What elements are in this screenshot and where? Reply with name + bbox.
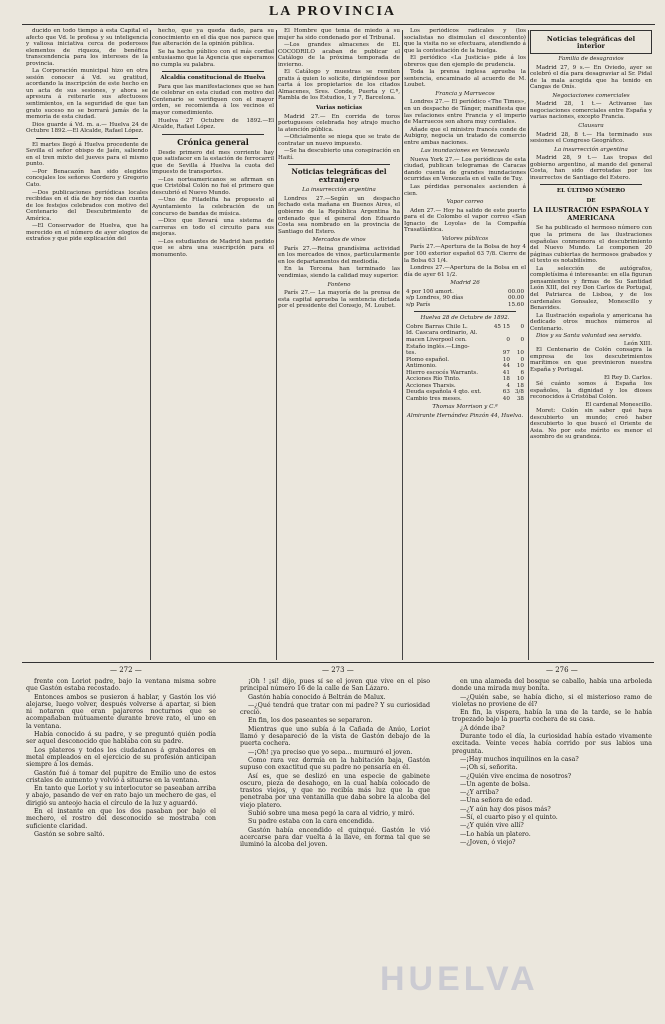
subheading: Madrid 26 bbox=[450, 280, 480, 287]
paragraph: Añade que el ministro francés conde de Aubigny, negocia un tratado de comercio entre ambas naciones. bbox=[404, 126, 526, 146]
paragraph: El Centenario de Colón consagra la empresa de los descubrimientos marítimos en que previnieron nuestra España y Portugal. bbox=[530, 347, 652, 373]
table-cell: s/p París bbox=[406, 301, 431, 308]
dialogue-line: —Sí, el cuarto piso y el quinto. bbox=[460, 814, 558, 822]
paragraph: Los plateros y todos los ciudadanos á grabadores en metal empleados en el ejercicio de su profesión anticipan siempre á los demás. bbox=[26, 746, 216, 769]
paragraph: En fin, los dos paseantes se separaron. bbox=[248, 717, 373, 725]
paragraph: —¡Oh! ¡ya preciso que yo sepa... murmuró el joven. bbox=[248, 748, 413, 756]
library-watermark: HUELVA bbox=[380, 960, 539, 998]
table-cell: 10 bbox=[516, 363, 524, 370]
section-heading: Noticias telegráficas del extranjero bbox=[291, 167, 387, 185]
table-cell: 4 bbox=[506, 382, 510, 389]
table-cell: Plomo español. bbox=[406, 356, 450, 363]
signature: León XIII. bbox=[623, 340, 652, 347]
paragraph: Su padre estaba con la cara encendida. bbox=[248, 818, 375, 826]
table-cell: 0 bbox=[520, 356, 524, 363]
paragraph: Se ha publicado el hermoso número con que la primera de las ilustraciones españolas conmemora el descubrimiento del Nuevo Mundo. Le componen 20 páginas cubiertas de hermosos grabados y el texto es notabilísimo. bbox=[530, 225, 652, 265]
table-cell: Hierro escocés Warrants. bbox=[406, 369, 479, 376]
dialogue-line: —Lo había un platero. bbox=[460, 830, 531, 838]
page-number: — 272 — bbox=[110, 666, 142, 674]
table-cell: Id. Cascara ordinario, Al. bbox=[406, 330, 478, 337]
section-heading: Varias noticias bbox=[315, 105, 363, 112]
signature: El Rey D. Carlos. bbox=[603, 374, 652, 381]
signature: El cardenal Monescillo. bbox=[585, 401, 652, 408]
subheading: La insurrección argentina bbox=[302, 187, 376, 194]
table-row bbox=[404, 389, 526, 396]
dialogue-line: —Una señora de edad. bbox=[460, 797, 533, 805]
paragraph: En el instante en que los dos pasaban por bajo el mechero, el rostro del desconocido se mostraba con suficiente claridad. bbox=[26, 808, 216, 830]
table-cell: 10 bbox=[516, 376, 524, 383]
paragraph: Londres 27.—Según un despacho fechado esta mañana en Buenos Aires, el gobierno de la República Argentina ha ordenado que el general don Eduardo Costa sea nombrado en la provincia de Santiago del Estero. bbox=[278, 195, 400, 235]
table-cell: s/p Londres, 90 días bbox=[406, 295, 464, 302]
paragraph: Dios guarde á Vd. m. a.— Huelva 24 de Octubre 1892.—El Alcalde, Rafael López. bbox=[26, 121, 148, 135]
boxed-section bbox=[530, 30, 652, 54]
table-cell: 45 15 bbox=[493, 323, 510, 330]
dialogue-line: —¿Y aún hay dos pisos más? bbox=[460, 805, 551, 813]
subheading: La insurrección argentina bbox=[554, 146, 628, 153]
table-cell: 97 bbox=[502, 350, 510, 357]
table-cell: 40 bbox=[502, 395, 510, 402]
paragraph: París 27.— La mayoría de la prensa de esta capital aprueba la sentencia dictada por el presidente del Consejo, M. Loubet. bbox=[278, 290, 400, 310]
paragraph: Toda la prensa inglesa aprueba la sentencia, encaminado al acuerdo de M. Loubet. bbox=[404, 69, 526, 89]
newspaper-title: LA PROVINCIA bbox=[268, 4, 397, 19]
table-cell: 6 bbox=[520, 369, 524, 376]
paragraph: Gastón había encendido el quinqué. Gastón le vió acercarse para dar vuelta á la llave, en forma tal que se iluminó la alcoba del joven. bbox=[240, 826, 430, 849]
dialogue-line: —¿Quién vive encima de nosotros? bbox=[460, 772, 572, 780]
table-cell: Antimonio. bbox=[406, 363, 437, 370]
paragraph: Madrid 28, 1 t.— Activanse las negociaciones comerciales entre España y varias naciones, excepto Francia. bbox=[530, 101, 652, 121]
paragraph: —Se ha descubierto una conspiración en Haití. bbox=[278, 148, 400, 161]
table-cell: tes. bbox=[406, 350, 417, 357]
subheading: Las inundaciones en Venezuela bbox=[420, 148, 510, 155]
paragraph: Madrid 27.— En corrida de toros portugueses celebrada hoy atrajo mucho la atención pública. bbox=[278, 113, 400, 133]
table-cell: Estaño inglés.—Lingo- bbox=[406, 343, 470, 350]
paragraph: Como rara vez dormía en la habitación baja, Gastón supuso con exactitud que su padre no pensaría en él. bbox=[240, 756, 430, 772]
table-cell: Cambio tres meses. bbox=[406, 395, 462, 402]
table-row bbox=[404, 302, 526, 309]
paragraph: ¡Oh ! ¡sí! dijo, pues sí se el joven que vive en el piso principal número 16 de la calle de San Lázaro. bbox=[240, 678, 430, 693]
paragraph: En la Tercena han terminado las vendimias, siendo la calidad muy superior. bbox=[278, 266, 400, 279]
table-cell: macen Liverpool cen. bbox=[406, 336, 467, 343]
paragraph: El Catálogo y muestras se remiten gratis á quien lo solicite, dirigiéndose por carta á los propietarios de los citados Almacenes, Sres. Conde, Puerta y C.ª, Rambla de los Estudios, 1 y 7, Barcelona. bbox=[278, 69, 400, 102]
ad-title: EL ÚLTIMO NÚMERO bbox=[556, 188, 626, 195]
paragraph: La selección de autógrafos, completísima é interesante: en ella figuran pensamientos y firmas de Su Santidad León XIII, del rey Don Carlos de Portugal, del Patriarca de Lisboa, y de los cardenales Gonsalez, Monescillo y Benavides. bbox=[530, 265, 652, 312]
masthead-rule bbox=[22, 24, 655, 25]
paragraph: Durante todo el día, la curiosidad había estado vivamente excitada. Veinte veces había corrido por sus labios una pregunta. bbox=[452, 733, 652, 755]
subheading: Mercados de vinos bbox=[312, 237, 366, 244]
dialogue-line: —¿Y quién vive allí? bbox=[460, 822, 524, 830]
paragraph: París 27.—Apertura de la Bolsa de hoy 4 por 100 exterior español 63 7/8. Cierre de la Bolsa 63 1/4. bbox=[404, 244, 526, 264]
ad-big-title: LA ILUSTRACIÓN ESPAÑOLA Y AMERICANA bbox=[533, 206, 649, 222]
separator bbox=[36, 138, 138, 139]
separator bbox=[162, 71, 264, 72]
paragraph: Nueva York 27.— Los periódicos de esta ciudad, publican telegramas de Caracas dando cuenta de grandes inundaciones ocurridas en Venezuela en el valle de Tuy. bbox=[404, 156, 526, 183]
column-5 bbox=[530, 28, 652, 660]
paragraph: Huelva 27 Octubre de 1892.—El Alcalde, Rafael López. bbox=[152, 117, 274, 131]
quote: Dios y su Santa voluntad sea servido. bbox=[536, 333, 642, 340]
subheading: Valores públicos bbox=[441, 235, 489, 242]
paragraph: Madrid 27, 9 s.— En Oviedo, ayer se celebró el día para desagraviar al Sr. Pidal de la mala acogida que ha tenido en Cangas de Onís. bbox=[530, 64, 652, 91]
paragraph: —Los norteamericanos se afirman en que Cristóbal Colón no fué el primero que descubrió el Nuevo Mundo. bbox=[152, 176, 274, 196]
prices-table bbox=[404, 324, 526, 403]
paragraph: El martes llegó á Huelva procedente de Sevilla el señor obispo de Jaén, saliendo en el tren mixto del jueves para el mismo punto. bbox=[26, 141, 148, 168]
paragraph: Subió sobre una mesa pegó la cara al vidrio, y miró. bbox=[248, 810, 415, 818]
paragraph: Londres 27.— El periódico «The Times», en un despacho de Tánger, manifiesta que las relaciones entre Francia y el imperio de Marruecos son ahora muy cordiales. bbox=[404, 99, 526, 126]
section-heading: Noticias telegráficas del interior bbox=[546, 35, 636, 50]
paragraph: —Oficialmente se niega que se trate de contratar un nuevo impuesto. bbox=[278, 134, 400, 147]
subheading: Clausura bbox=[578, 123, 604, 130]
separator bbox=[414, 311, 516, 312]
dialogue-line: —Un agente de bolsa. bbox=[460, 780, 531, 788]
table-cell: 18 bbox=[516, 382, 524, 389]
column-1 bbox=[26, 28, 148, 660]
table-cell: 00.00 bbox=[507, 288, 524, 295]
table-cell: Deuda española 4 qto. ext. bbox=[406, 389, 482, 396]
paragraph: Entonces ambos se pusieron á hablar, y Gastón los vió alejarse, luego volver, después volverse á apartar, si bien ni notaron que eran pajareros nocturnos que se acompañaban mútuamente durante breve rato, el uno en la ventana. bbox=[26, 693, 216, 730]
table-cell: 18 bbox=[502, 376, 510, 383]
paragraph: —¿Quién sabe, se había dicho, si el misterioso ramo de violetas no proviene de él? bbox=[452, 693, 652, 708]
column-2 bbox=[152, 28, 274, 660]
table-cell: 15.60 bbox=[507, 301, 524, 308]
table-cell: Acciones Río Tinto. bbox=[406, 376, 461, 383]
paragraph: —Los grandes almacenes de EL COCODRILO acaban de publicar el Catálogo de la próxima temporada de invierno. bbox=[278, 42, 400, 68]
dialogue-line: —¿Joven, ó viejo? bbox=[460, 838, 516, 846]
paragraph: Aden 27.— Hoy ha salido de este puerto para el de Colombo el vapor correo «San Ignacio de Loyola» de la Compañía Trasatlántica. bbox=[404, 207, 526, 234]
table-cell: 00.00 bbox=[507, 295, 524, 302]
ad-title-de: DE bbox=[586, 197, 596, 204]
paragraph: —El Conservador de Huelva, que ha merecido en el número de ayer elogios de extraños y que pide explicación del bbox=[26, 223, 148, 243]
paragraph: en una alameda del bosque se caballo, había una arboleda donde una mirada muy bonita. bbox=[452, 678, 652, 693]
signature: Thomas Morrison y C.ª bbox=[432, 404, 498, 411]
table-cell: 10 bbox=[516, 350, 524, 357]
exchange-table bbox=[404, 289, 526, 309]
paragraph: París 27.—Reina grandísima actividad en los mercados de vinos, particularmente en los departamentos del mediodía. bbox=[278, 245, 400, 265]
dialogue-line: —¿Y arriba? bbox=[460, 789, 499, 797]
section-heading: Alcaldía constitucional de Huelva bbox=[160, 75, 266, 82]
subheading: Fonteno bbox=[327, 281, 351, 288]
subheading: Negociaciones comerciales bbox=[552, 92, 630, 99]
paragraph: Moret: Colón sin saber qué haya descubierto un mundo; creó haber descubierto lo que buscó el Oriente de Asia. No por este mérito es menor el asombro de su grandeza. bbox=[530, 408, 652, 441]
paragraph: Los periódicos radicales y (los socialistas no disimulan el descontento) que la visita no se efectuara, atendiendo á que la contestación de la huelga. bbox=[404, 28, 526, 54]
paragraph: Gastón se sobre saltó. bbox=[34, 830, 105, 838]
signature-address: Almirante Hernández Pinzón 44, Huelva. bbox=[406, 412, 524, 419]
paragraph: —Por Benacazón han sido elegidos concejales los señores Cordero y Gregorio Cato. bbox=[26, 168, 148, 189]
paragraph: Desde primero del mes corriente hay que satisfacer en la estación de ferrocarril que de Sevilla á Huelva la cuota del impuesto de transportes. bbox=[152, 149, 274, 176]
table-cell: 0 bbox=[520, 336, 524, 343]
table-cell: 3/8 bbox=[514, 389, 524, 396]
paragraph: Había conocido á su padre, y se preguntó quién podía ser aquel desconocido que hablaba con su padre. bbox=[26, 731, 216, 746]
paragraph: Así es, que se deslizó en una especie de gabinete oscuro, pieza de desahogo, en la cual había colocado de trastos viejos, y que no recibía más luz que la que penetraba por una ventanilla que daba sobre la alcoba del viejo platero. bbox=[240, 772, 430, 809]
table-cell: 41 bbox=[502, 369, 510, 376]
paragraph: hecho, que ya queda dado, para su conocimiento en el día que nos parece que fue alteración de la opinión pública. bbox=[152, 28, 274, 48]
paragraph: Madrid 28, 8 t.— Ha terminado sus sesiones el Congreso Geográfico. bbox=[530, 131, 652, 145]
paragraph: La Ilustración española y americana ha dedicado otros muchos números al Centenario. bbox=[530, 312, 652, 332]
paragraph: —¿Qué tendrá que tratar con mi padre? Y su curiosidad creció. bbox=[240, 701, 430, 717]
table-cell: Acciones Tharsis. bbox=[406, 382, 456, 389]
paragraph: En fin, la víspera, había la una de la tarde, se le había tropezado bajo la puerta cochera de su casa. bbox=[452, 709, 652, 724]
paragraph: Las pérdidas personales ascienden á cien. bbox=[404, 184, 526, 197]
paragraph: Para que las manifestaciones que se han de celebrar en esta ciudad con motivo del Centenario se verifiquen con el mayor orden, se recomienda á los vecinos el mayor comedimiento. bbox=[152, 83, 274, 117]
subheading: Familia de desagravios bbox=[558, 56, 624, 63]
column-4 bbox=[404, 28, 526, 660]
table-cell: 10 bbox=[502, 356, 510, 363]
subheading: Huelva 28 de Octubre de 1892. bbox=[420, 315, 510, 322]
paragraph: Gastón había conocido á Beltrán de Malux. bbox=[248, 693, 386, 701]
page-number: — 273 — bbox=[322, 666, 354, 674]
paragraph: —Los estudiantes de Madrid han pedido que se abra una suscripción para el monumento. bbox=[152, 238, 274, 258]
separator bbox=[540, 184, 642, 185]
paragraph: Se ha hecho público con el más cordial entusiasmo que la Agencia que esperamos no cumpla su palabra. bbox=[152, 48, 274, 68]
table-cell: Cobre Barras Chile L. bbox=[406, 323, 468, 330]
paragraph: La Corporación municipal hizo en otra sesión conocer á Vd. su gratitud, acordando la inscripción de este hecho en un acta de sus sesiones, y ahora se apresura á reiterarle sus afectuosos sentimientos, en la seguridad de que tan grato suceso no se borrará jamás de la memoria de esta ciudad. bbox=[26, 68, 148, 121]
paragraph: Gastón fué á tomar del pupitre de Emilio uno de estos cristales de aumento y volvió á situarse en la ventana. bbox=[26, 769, 216, 784]
subheading: Vapor correo bbox=[446, 199, 484, 206]
paragraph: frente con Loriot padre, bajo la ventana misma sobre que Gastón estaba recostado. bbox=[26, 678, 216, 693]
table-row bbox=[404, 396, 526, 403]
paragraph: —Uno de Filadelfia ha propuesto al Ayuntamiento la celebración de un concurso de bandas de música. bbox=[152, 197, 274, 217]
table-cell: 0 bbox=[506, 336, 510, 343]
page-number: — 276 — bbox=[546, 666, 578, 674]
table-cell: 38 bbox=[516, 395, 524, 402]
news-columns bbox=[26, 28, 654, 660]
dialogue-line: —¡Oh sí, señorita. bbox=[460, 764, 518, 772]
paragraph: —Dos publicaciones periódicas locales recibidas en el día de hoy nos dan cuenta de los festejos celebrados con motivo del Centenario del Descubrimiento de América. bbox=[26, 189, 148, 222]
table-cell: 4 por 100 amort. bbox=[406, 288, 454, 295]
paragraph: —Dice que llevará una sistema de carreras en todo el circuito para sus mejoras. bbox=[152, 218, 274, 238]
paragraph: El Hombre que tenía de miedo á su mujer ha sido condenado por el Tribunal. bbox=[278, 28, 400, 41]
paragraph: Madrid 28, 9 t.— Las tropas del gobierno argentino, al mando del general Costa, han sido derrotadas por los insurrectos de Santiago del Estero. bbox=[530, 155, 652, 181]
dialogue-line: —¡Hay muchos inquilinos en la casa? bbox=[460, 755, 579, 763]
feuilleton-rule bbox=[22, 662, 654, 663]
paragraph: En tanto que Loriot y su interlocutor se paseaban arriba y abajo, pasando de ver en rato bajo un mechero de gas, el dirigió su anteojo hacia el círculo de la luz y aguardó. bbox=[26, 785, 216, 807]
paragraph: Londres 27.—Apertura de la Bolsa en el día de ayer 61 1/2. bbox=[404, 265, 526, 278]
section-heading: Crónica general bbox=[177, 136, 249, 147]
table-cell: 44 bbox=[502, 363, 510, 370]
table-cell: 0 bbox=[520, 323, 524, 330]
paragraph: ducido en todo tiempo á esta Capital el afecto que Vd. le profesa y su inteligencia y valiosa iniciativa cerca de poderosos elementos de riqueza, de benéfica transcendencia para los intereses de la provincia. bbox=[26, 28, 148, 67]
separator bbox=[162, 134, 264, 135]
paragraph: El periódico «La Justicia» pide á los obreros que den ejemplo de prudencia. bbox=[404, 55, 526, 68]
subheading: Francia y Marruecos bbox=[435, 90, 495, 97]
paragraph: Mientras que uno subía á la Cañada de Anúo, Loriot llamó y desapareció de la vista de Gastón debajo de la puerta cochera. bbox=[240, 725, 430, 748]
masthead bbox=[0, 0, 665, 24]
separator bbox=[288, 164, 390, 165]
feuilleton-left bbox=[26, 678, 216, 1018]
paragraph: ¿A dónde iba? bbox=[460, 724, 505, 732]
column-3 bbox=[278, 28, 400, 660]
table-row bbox=[404, 337, 526, 344]
table-cell: 63 bbox=[502, 389, 510, 396]
paragraph: Sé cuánto somos á España los españoles, la dignidad y los dioses reconocidos á Cristóbal Colón. bbox=[530, 381, 652, 401]
